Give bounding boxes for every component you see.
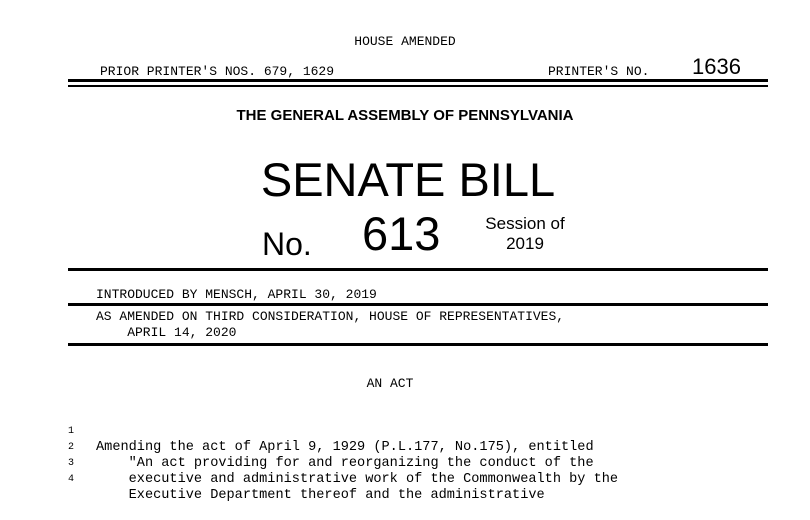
header-rule-thick (68, 79, 768, 82)
session-year: 2019 (506, 234, 544, 253)
history-rule-thick (68, 303, 768, 306)
line-number: 1 (68, 426, 75, 437)
line-number: 2 (68, 442, 75, 453)
bill-number-label: No. (262, 226, 312, 262)
bill-number: 613 (362, 207, 441, 260)
title-rule (68, 268, 768, 271)
line-number: 4 (68, 474, 75, 485)
header-rule-thin (68, 85, 768, 87)
act-title: AN ACT (366, 376, 414, 391)
session-label: Session of (485, 214, 565, 233)
introduced-by: INTRODUCED BY MENSCH, APRIL 30, 2019 (96, 287, 377, 302)
bill-type-heading: SENATE BILL (260, 153, 556, 206)
bill-line (0, 408, 594, 455)
printers-number: 1636 (692, 54, 741, 79)
history-rule-bottom (68, 343, 768, 346)
line-number: 3 (68, 458, 75, 469)
line-text: Amending the act of April 9, 1929 (P.L.177, No.175), entitled (96, 440, 594, 455)
line-text: Executive Department thereof and the administrative (96, 488, 545, 503)
line-text: executive and administrative work of the Commonwealth by the (96, 472, 619, 487)
amendment-status: HOUSE AMENDED (354, 34, 456, 49)
amendment-history: AS AMENDED ON THIRD CONSIDERATION, HOUSE OF REPRESENTATIVES, APRIL 14, 2020 (96, 309, 565, 340)
printers-number-label: PRINTER'S NO. (548, 64, 650, 79)
line-text: "An act providing for and reorganizing the conduct of the (96, 456, 594, 471)
general-assembly-title: THE GENERAL ASSEMBLY OF PENNSYLVANIA (236, 107, 574, 124)
session-block (478, 214, 572, 254)
prior-printers-numbers: PRIOR PRINTER'S NOS. 679, 1629 (100, 64, 335, 79)
